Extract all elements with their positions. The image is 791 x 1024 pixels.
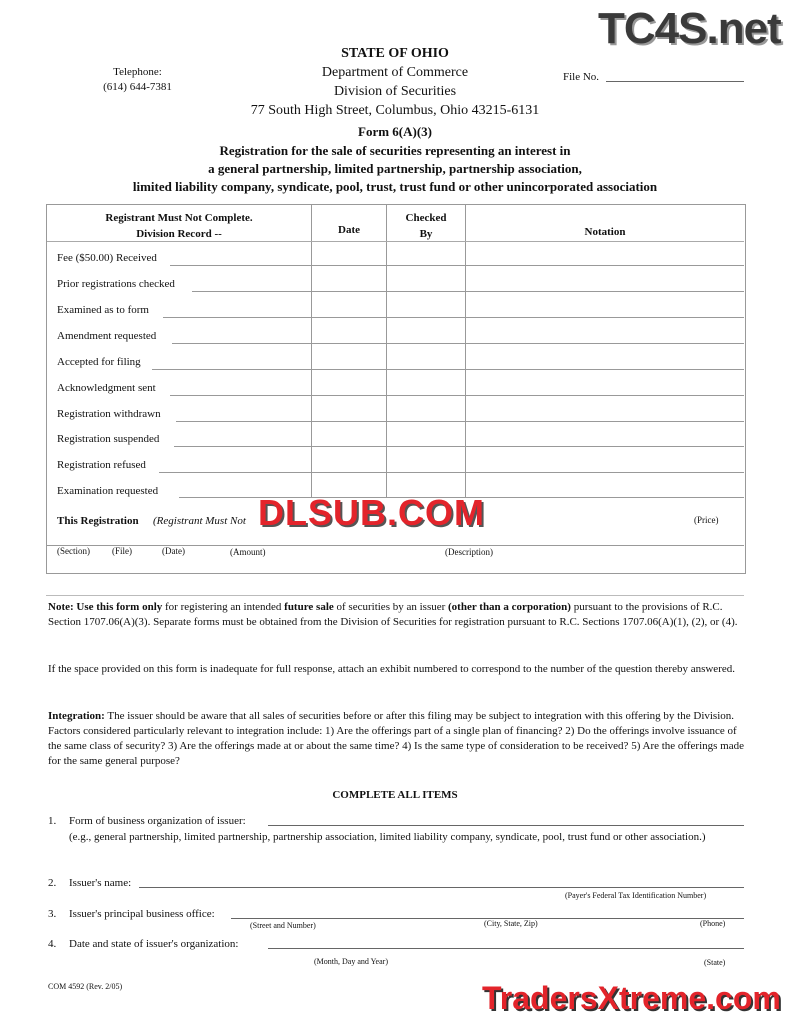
col-header-registrant: Registrant Must Not Complete. xyxy=(105,212,253,224)
col-header-date: Date xyxy=(338,224,360,236)
form-code: COM 4592 (Rev. 2/05) xyxy=(48,982,123,991)
date-label: (Date) xyxy=(162,546,185,556)
col-header-division: Division Record -- xyxy=(136,228,222,240)
col-header-by: By xyxy=(419,228,433,240)
item-1-hint: (e.g., general partnership, limited partnership, partnership association, limited liability company, syndicate, pool, trust fund or other association.) xyxy=(69,831,706,843)
watermark-bottom: TradersXtreme.com xyxy=(482,980,781,1016)
amount-label: (Amount) xyxy=(230,547,266,557)
title-line-3: limited liability company, syndicate, pool, trust, trust fund or other unincorporated association xyxy=(132,179,658,194)
row-prior: Prior registrations checked xyxy=(57,278,175,290)
this-registration-note: (Registrant Must Not xyxy=(153,515,246,527)
address: 77 South High Street, Columbus, Ohio 43215-6131 xyxy=(250,103,540,118)
section-label: (Section) xyxy=(57,546,90,556)
item-2-number: 2. xyxy=(48,877,57,889)
item-4-label: Date and state of issuer's organization: xyxy=(69,938,239,950)
item-3-label: Issuer's principal business office: xyxy=(69,908,215,920)
dept-name: Department of Commerce xyxy=(321,65,469,80)
item-4-number: 4. xyxy=(48,938,57,950)
item-2-field[interactable] xyxy=(139,876,744,888)
item-4-date-hint: (Month, Day and Year) xyxy=(314,957,388,966)
price-label: (Price) xyxy=(694,515,719,525)
item-3-field[interactable] xyxy=(231,907,744,919)
integration-paragraph: Integration: The issuer should be aware that all sales of securities before or after this filing may be subject to integration with this offering by the Division. Factors considered particularly relevant to integration include: 1) Are the offerings part of a single plan of financing? 2) Do the offerings involve issuance of the same class of security? 3) Are the offerings made at or about the same time? 4) Is the same type of consideration to be received? 5) Are the offerings made for the same general purpose? xyxy=(48,710,745,767)
item-4-field[interactable] xyxy=(268,937,744,949)
row-examined: Examined as to form xyxy=(57,304,149,316)
col-header-notation: Notation xyxy=(584,226,626,238)
row-refused: Registration refused xyxy=(57,459,146,471)
watermark-middle: DLSUB.COM xyxy=(258,492,485,533)
form-number: Form 6(A)(3) xyxy=(358,124,432,139)
title-line-1: Registration for the sale of securities representing an interest in xyxy=(219,143,571,158)
state-title: STATE OF OHIO xyxy=(341,46,449,61)
item-2-hint: (Payer's Federal Tax Identification Number) xyxy=(565,891,707,900)
complete-all-items: COMPLETE ALL ITEMS xyxy=(332,789,458,801)
row-fee: Fee ($50.00) Received xyxy=(57,252,157,264)
division-name: Division of Securities xyxy=(333,84,457,99)
item-2-label: Issuer's name: xyxy=(69,877,132,889)
this-registration-label: This Registration xyxy=(57,515,139,527)
row-amendment: Amendment requested xyxy=(57,330,157,342)
watermark-top: TC4S.net xyxy=(598,4,781,53)
file-no-field[interactable] xyxy=(606,70,744,82)
item-3-street-hint: (Street and Number) xyxy=(250,921,316,930)
telephone-label: Telephone: xyxy=(113,66,162,78)
row-suspended: Registration suspended xyxy=(57,433,160,445)
row-withdrawn: Registration withdrawn xyxy=(57,408,161,420)
telephone-number: (614) 644-7381 xyxy=(103,81,172,93)
item-3-city-hint: (City, State, Zip) xyxy=(484,919,538,928)
title-line-2: a general partnership, limited partnership, partnership association, xyxy=(208,161,582,176)
item-1-label: Form of business organization of issuer: xyxy=(69,815,246,827)
item-3-phone-hint: (Phone) xyxy=(700,919,726,928)
row-exam-requested: Examination requested xyxy=(57,485,159,497)
item-3-number: 3. xyxy=(48,908,57,920)
col-header-checked: Checked xyxy=(405,212,447,224)
description-label: (Description) xyxy=(445,547,493,557)
row-acknowledgment: Acknowledgment sent xyxy=(57,382,156,394)
row-accepted: Accepted for filing xyxy=(57,356,141,368)
space-paragraph: If the space provided on this form is inadequate for full response, attach an exhibit numbered to correspond to the number of the question thereby answered. xyxy=(48,663,735,675)
file-no-label: File No. xyxy=(563,71,600,83)
note-paragraph: Note: Use this form only for registering an intended future sale of securities by an issuer (other than a corporation) pursuant to the provisions of R.C. Section 1707.06(A)(3). Separate forms must be obtained from the Division of Securities for registration pursuant to R.C. Sections 1707.06(A)(1), (2), or (4). xyxy=(48,601,738,628)
item-4-state-hint: (State) xyxy=(704,958,726,967)
item-1-number: 1. xyxy=(48,815,57,827)
file-label: (File) xyxy=(112,546,132,556)
item-1-field[interactable] xyxy=(268,814,744,826)
